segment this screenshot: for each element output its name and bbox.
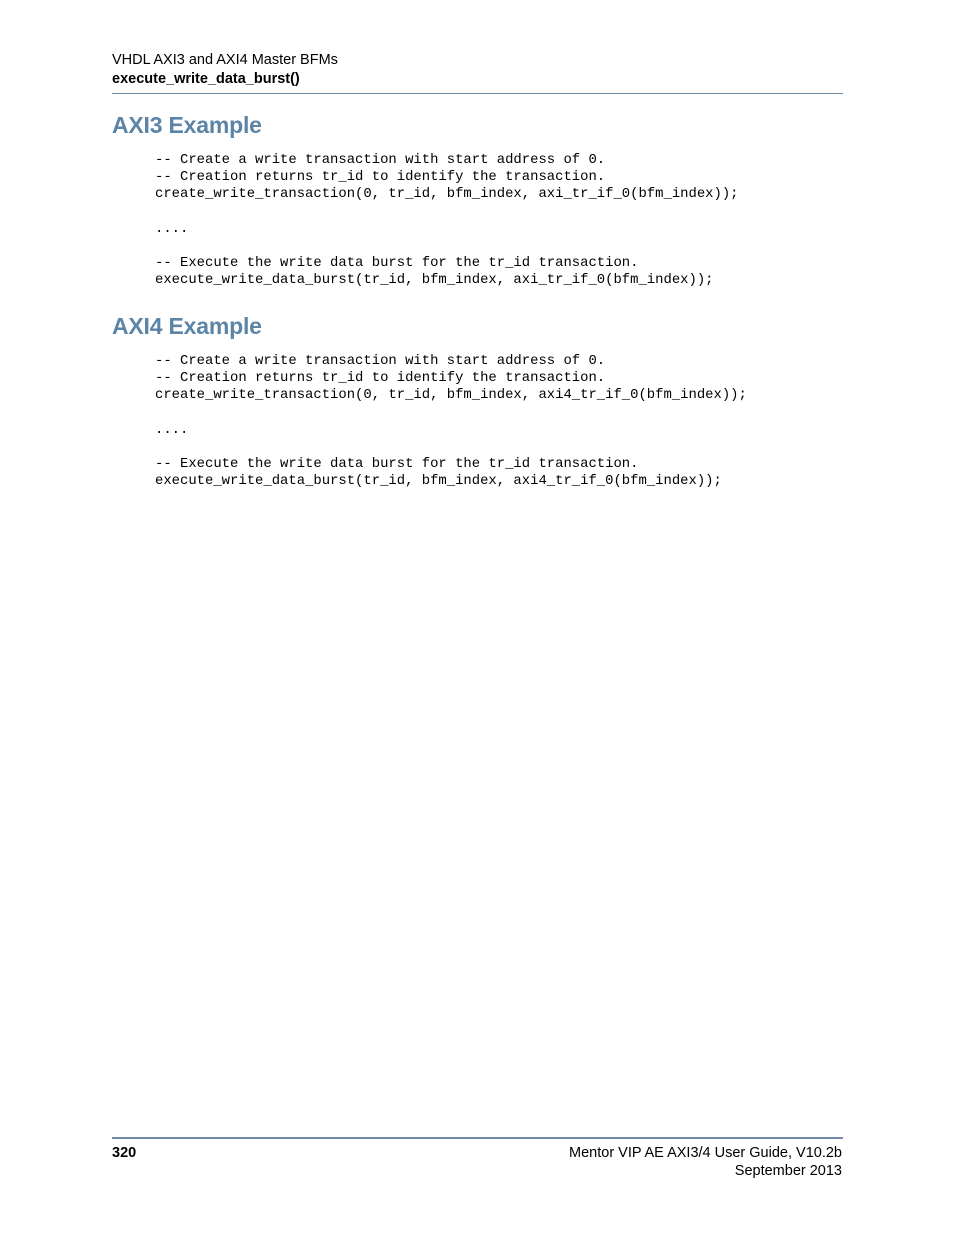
header-title: VHDL AXI3 and AXI4 Master BFMs [112, 52, 338, 68]
axi3-code-block: -- Create a write transaction with start address of 0. -- Creation returns tr_id to identify the transaction. create_write_transaction(0, tr_id, bfm_index, axi_tr_if_0(bfm_index)); .... -- Execute the write data burst for the tr_id transaction. execute_write_data_burst(tr_id, bfm_index, axi_tr_if_0(bfm_index)); [155, 152, 739, 289]
page-number: 320 [112, 1145, 137, 1161]
axi4-code-block: -- Create a write transaction with start address of 0. -- Creation returns tr_id to identify the transaction. create_write_transaction(0, tr_id, bfm_index, axi4_tr_if_0(bfm_index)); .... -- Execute the write data burst for the tr_id transaction. execute_write_data_burst(tr_id, bfm_index, axi4_tr_if_0(bfm_index)); [155, 353, 747, 490]
axi3-example-heading: AXI3 Example [112, 112, 262, 138]
running-header [112, 51, 843, 88]
footer-guide-title: Mentor VIP AE AXI3/4 User Guide, V10.2b [569, 1145, 842, 1161]
footer-divider [112, 1137, 843, 1139]
header-divider [112, 93, 843, 94]
header-subtitle: execute_write_data_burst() [112, 71, 300, 87]
footer-info [569, 1144, 842, 1180]
axi4-example-heading: AXI4 Example [112, 313, 262, 339]
footer-date: September 2013 [734, 1163, 842, 1179]
